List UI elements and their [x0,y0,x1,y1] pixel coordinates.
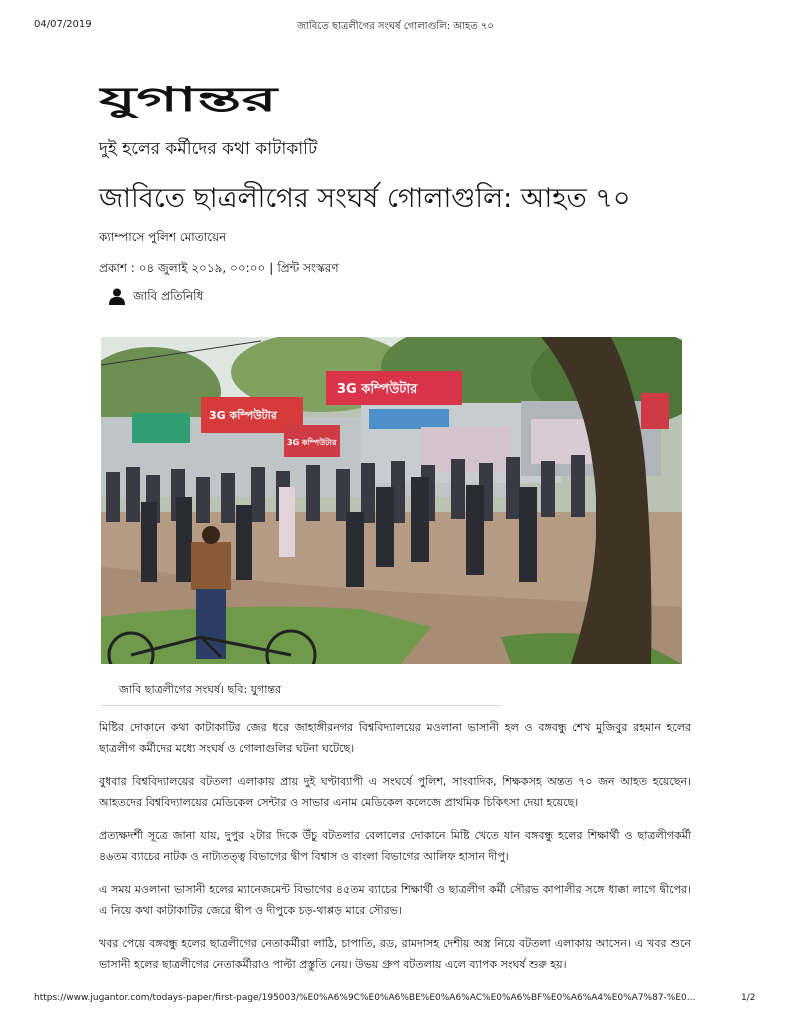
print-page-number: 1/2 [741,993,756,1003]
user-icon [109,288,125,309]
article-body [99,717,691,987]
paragraph: এ সময় মওলানা ভাসানী হলের ম্যানেজমেন্ট বিভাগের ৪৫তম ব্যাচের শিক্ষার্থী ও ছাত্রলীগ কর্মী সৌরভ কাপালীর সঙ্গে ধাক্কা লাগে দ্বীপের। এ নিয়ে কথা কাটাকাটির জেরে দ্বীপ ও দীপুকে চড়-থাপ্পড় মারে সৌরভ। [99,883,691,917]
article-headline: জাবিতে ছাত্রলীগের সংঘর্ষ গোলাগুলি: আহত ৭০ [99,183,631,214]
publish-date: প্রকাশ : ০৪ জুলাই ২০১৯, ০০:০০ [99,261,266,275]
svg-text:3G কম্পিউটার: 3G কম্পিউটার [287,438,337,447]
photo-caption: জাবি ছাত্রলীগের সংঘর্ষ। ছবি: যুগান্তর [119,683,282,696]
svg-text:যুগান্তর: যুগান্তর [99,80,279,118]
svg-text:3G কম্পিউটার: 3G কম্পিউটার [209,409,277,422]
svg-text:3G কম্পিউটার: 3G কম্পিউটার [337,382,418,397]
separator: | [269,261,274,275]
author-name: জাবি প্রতিনিধি [133,289,204,303]
paragraph: খবর পেয়ে বঙ্গবন্ধু হলের ছাত্রলীগের নেতাকর্মীরা লাঠি, চাপাতি, রড, রামদাসহ দেশীয় অস্ত্র নিয়ে বটতলা এলাকায় আসেন। এ খবর শুনে ভাসানী হলের ছাত্রলীগের নেতাকর্মীরাও পাল্টা প্রস্তুতি নেয়। উভয় গ্রুপ বটতলায় এলে ব্যাপক সংঘর্ষ শুরু হয়। [99,937,691,971]
print-date: 04/07/2019 [34,19,92,30]
caption-divider [101,705,501,706]
print-footer-url[interactable]: https://www.jugantor.com/todays-paper/first-page/195003/%E0%A6%9C%E0%A6%BE%E0%A6%AC%E0%A6%BF%E0%A6%A4%E0%A7%87-%E0... [34,993,696,1003]
article-kicker: দুই হলের কর্মীদের কথা কাটাকাটি [99,139,318,159]
article-photo [101,337,682,664]
print-header-title: জাবিতে ছাত্রলীগের সংঘর্ষ গোলাগুলি: আহত ৭০ [297,21,494,32]
jugantor-logo[interactable] [99,80,279,118]
paragraph: প্রত্যক্ষদর্শী সূত্রে জানা যায়, দুপুর ২টার দিকে উঁচু বটতলার বেলালের দোকানে মিষ্টি খেতে যান বঙ্গবন্ধু হলের শিক্ষার্থী ও ছাত্রলীগকর্মী ৪৬তম ব্যাচের নাটক ও নাট্যতত্ত্ব বিভাগের দ্বীপ বিশ্বাস ও বাংলা বিভাগের আলিফ হাসান দীপু। [99,829,691,863]
publish-line [99,260,339,280]
paragraph: বুধবার বিশ্ববিদ্যালয়ের বটতলা এলাকায় প্রায় দুই ঘণ্টাব্যাপী এ সংঘর্ষে পুলিশ, সাংবাদিক, শিক্ষকসহ অন্তত ৭০ জন আহত হয়েছেন। আহতদের বিশ্ববিদ্যালয়ের মেডিকেল সেন্টার ও সাভার এনাম মেডিকেল কলেজে প্রাথমিক চিকিৎসা দেয়া হয়েছে। [99,775,691,809]
paragraph: মিষ্টির দোকানে কথা কাটাকাটির জের ধরে জাহাঙ্গীরনগর বিশ্ববিদ্যালয়ের মওলানা ভাসানী হল ও বঙ্গবন্ধু শেখ মুজিবুর রহমান হলের ছাত্রলীগ কর্মীদের মধ্যে সংঘর্ষ ও গোলাগুলির ঘটনা ঘটেছে। [99,721,691,755]
author-byline [109,289,203,307]
print-edition-link[interactable]: প্রিন্ট সংস্করণ [277,261,339,275]
article-subhead: ক্যাম্পাসে পুলিশ মোতায়েন [99,230,227,244]
